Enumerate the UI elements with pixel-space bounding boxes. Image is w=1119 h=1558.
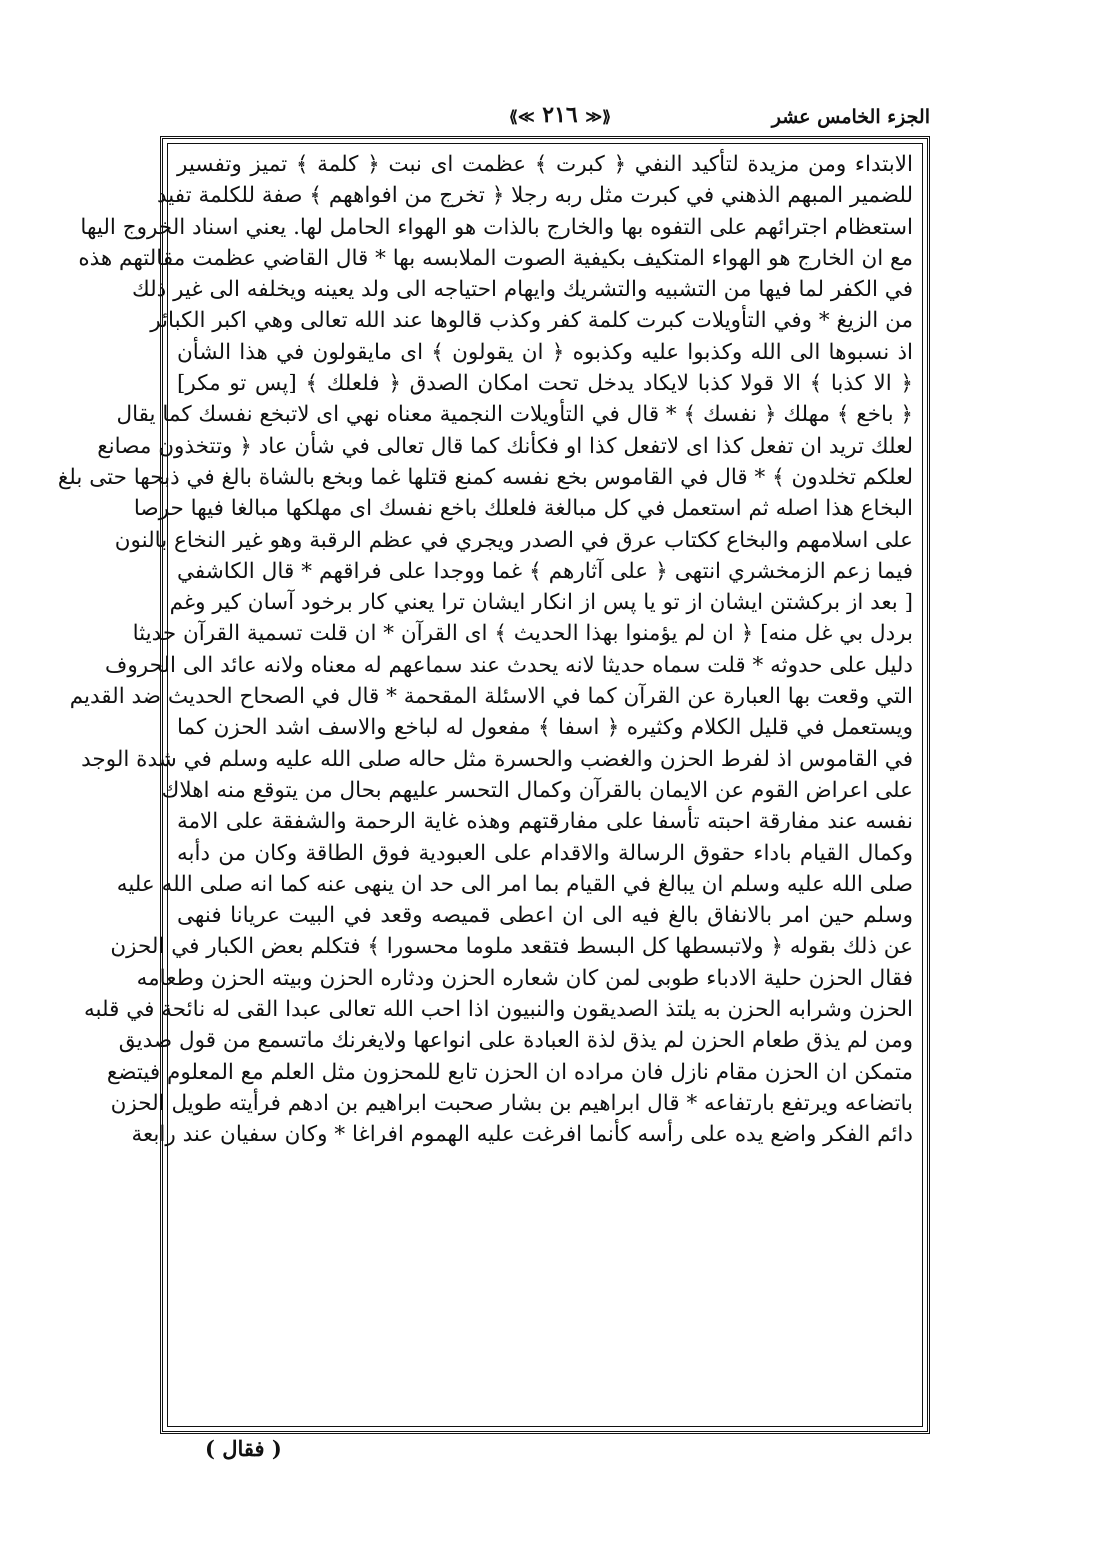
running-title: الجزء الخامس عشر	[771, 106, 930, 128]
text-line: مع ان الخارج هو الهواء المتكيف بكيفية الصوت الملابسه بها * قال القاضي عظمت مقالتهم هذه	[78, 245, 913, 271]
text-line: ويستعمل في قليل الكلام وكثيره ﴿ اسفا ﴾ مفعول له لباخع والاسف اشد الحزن كما	[177, 715, 913, 741]
text-line: الحزن وشرابه الحزن به يلتذ الصديقون والنبيون اذا احب الله تعالى عبدا القى له نائحة في قلبه	[83, 997, 913, 1023]
main-text	[57, 149, 913, 1151]
text-line: في القاموس اذ لفرط الحزن والغضب والحسرة مثل حاله صلى الله عليه وسلم في شدة الوجد	[81, 746, 913, 772]
text-line: على اسلامهم والبخاع ككتاب عرق في الصدر ويجري في عظم الرقبة وهو غير النخاع بالنون	[114, 527, 913, 553]
text-line: صلى الله عليه وسلم ان يبالغ في القيام بما امر الى حد ان ينهى عنه كما انه صلى الله عليه	[116, 871, 913, 897]
text-line: على اعراض القوم عن الايمان بالقرآن وكمال التحسر عليهم بحال من يتوقع منه اهلاك	[161, 777, 913, 803]
text-line: وكمال القيام باداء حقوق الرسالة والاقدام على العبودية فوق الطاقة وكان من دأبه	[177, 840, 913, 866]
text-line: فيما زعم الزمخشري انتهى ﴿ على آثارهم ﴾ غما ووجدا على فراقهم * قال الكاشفي	[177, 558, 913, 584]
page-number	[490, 102, 630, 128]
text-frame	[57, 136, 930, 1434]
text-line: في الكفر لما فيها من التشبيه والتشريك وايهام احتياجه الى ولد يعينه ويخلفه الى غير ذلك	[131, 277, 913, 303]
text-line: دليل على حدوثه * قلت سماه حديثا لانه يحدث عند سماعهم له معناه ولانه عائد الى الحروف	[105, 652, 913, 678]
text-line: فقال الحزن حلية الادباء طوبى لمن كان شعاره الحزن ودثاره الحزن وبيته الحزن وطعامه	[136, 965, 913, 991]
text-line: استعظام اجترائهم على التفوه بها والخارج بالذات هو الهواء الحامل لها. يعني اسناد الخروج اليها	[80, 214, 913, 240]
ornament-right: ≫⟫	[508, 107, 535, 126]
text-line: التي وقعت بها العبارة عن القرآن كما في الاسئلة المقحمة * قال في الصحاح الحديث ضد القديم	[69, 684, 913, 710]
text-line: لعلكم تخلدون ﴾ * قال في القاموس بخع نفسه كمنع قتلها غما وبخع بالشاة بالغ في ذبحها حتى بلغ	[57, 464, 913, 490]
text-line: [ بعد از بركشتن ايشان از تو يا پس از انكار ايشان ترا يعني كار برخود آسان كير وغم	[169, 590, 913, 616]
text-line: عن ذلك بقوله ﴿ ولاتبسطها كل البسط فتقعد ملوما محسورا ﴾ فتكلم بعض الكبار في الحزن	[110, 934, 913, 960]
text-line: بردل بي غل منه] ﴿ ان لم يؤمنوا بهذا الحديث ﴾ اى القرآن * ان قلت تسمية القرآن حديثا	[132, 621, 913, 647]
text-line: دائم الفكر واضع يده على رأسه كأنما افرغت عليه الهموم افراغا * وكان سفيان عند رابعة	[131, 1122, 913, 1148]
text-line: لعلك تريد ان تفعل كذا اى لاتفعل كذا او فكأنك كما قال تعالى في شأن عاد ﴿ وتتخذون مصانع	[97, 433, 913, 459]
text-line: البخاع هذا اصله ثم استعمل في كل مبالغة فلعلك باخع نفسك اى مهلكها مبالغا فيها حرصا	[133, 496, 913, 522]
text-line: ﴿ باخع ﴾ مهلك ﴿ نفسك ﴾ * قال في التأويلات النجمية معناه نهي اى لاتبخع نفسك كما يقال	[116, 402, 913, 428]
text-line: نفسه عند مفارقة احبته تأسفا على مفارقتهم وهذه غاية الرحمة والشفقة على الامة	[177, 809, 913, 835]
text-line: باتضاعه ويرتفع بارتفاعه * قال ابراهيم بن بشار صحبت ابراهيم بن ادهم فرأيته طويل الحزن	[110, 1090, 913, 1116]
text-line: اذ نسبوها الى الله وكذبوا عليه وكذبوه ﴿ ان يقولون ﴾ اى مايقولون في هذا الشأن	[177, 339, 913, 365]
text-line: متمكن ان الحزن مقام نازل فان مراده ان الحزن تابع للمحزون مثل العلم مع المعلوم فيتضع	[106, 1059, 913, 1085]
text-line: للضمير المبهم الذهني في كبرت مثل ربه رجلا ﴿ تخرج من افواههم ﴾ صفة للكلمة تفيد	[156, 183, 913, 209]
ornament-left: ⟪≪	[585, 107, 612, 126]
text-line: من الزيغ * وفي التأويلات كبرت كلمة كفر وكذب قالوها عند الله تعالى وهي اكبر الكبائر	[150, 308, 913, 334]
text-line: ومن لم يذق طعام الحزن لم يذق لذة العبادة على انواعها ولايغرنك ماتسمع من قول صديق	[118, 1028, 913, 1054]
text-line: وسلم حين امر بالانفاق بالغ فيه الى ان اعطى قميصه وقعد في البيت عريانا فنهى	[177, 903, 913, 929]
catchword: ( فقال )	[205, 1436, 282, 1461]
text-line: الابتداء ومن مزيدة لتأكيد النفي ﴿ كبرت ﴾ عظمت اى نبت ﴿ كلمة ﴾ تميز وتفسير	[177, 152, 913, 177]
text-line: ﴿ الا كذبا ﴾ الا قولا كذبا لايكاد يدخل تحت امكان الصدق ﴿ فلعلك ﴾ [پس تو مكر]	[177, 371, 913, 397]
page-number-value: ٢١٦	[542, 102, 578, 128]
page-header	[160, 100, 930, 140]
